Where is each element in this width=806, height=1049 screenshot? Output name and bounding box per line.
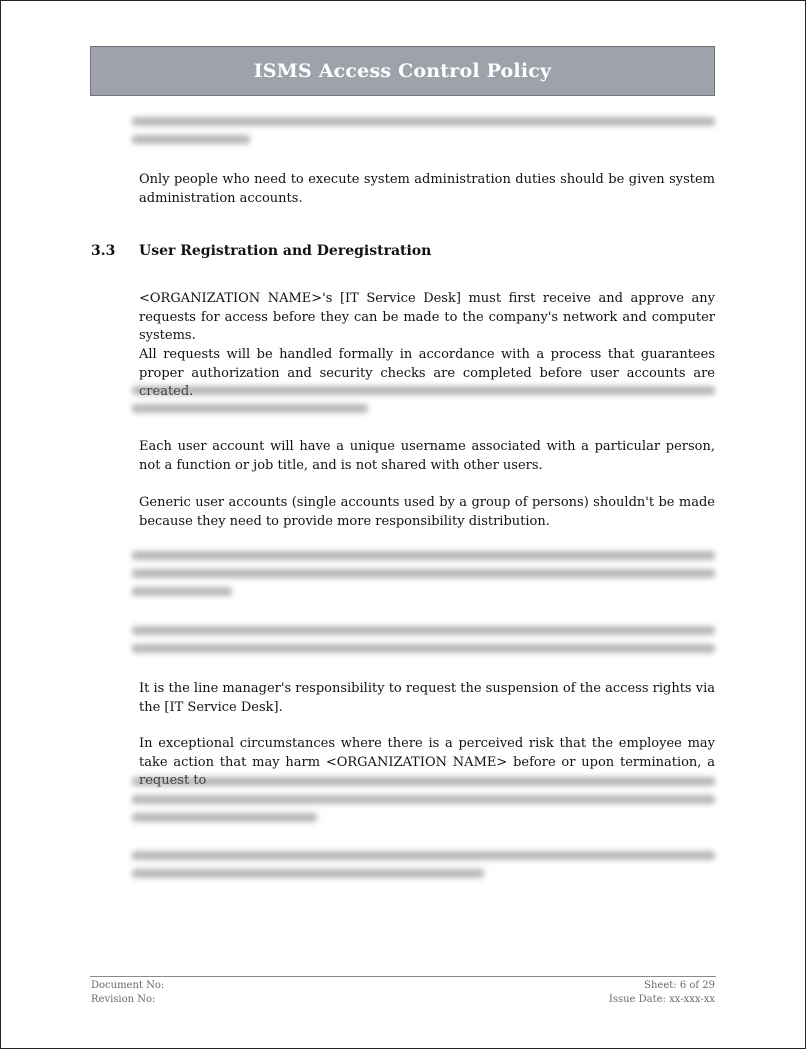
footer-issue-date: Issue Date: xx-xxx-xx [608, 994, 715, 1005]
blurred-text-block [132, 626, 715, 662]
paragraph-unique-username: Each user account will have a unique username associated with a particular person, not a function or job title, and is not shared with other users. [139, 439, 715, 473]
blurred-text-block [132, 117, 715, 153]
blurred-text-block [132, 851, 715, 887]
blurred-text-block [132, 551, 715, 605]
paragraph-exceptional-circumstances: In exceptional circumstances where there is a perceived risk that the employee may take action that may harm <ORGANIZATION NAME> before or upon termination, a [139, 736, 715, 770]
paragraph-generic-accounts: Generic user accounts (single accounts used by a group of persons) shouldn't be made because they need to provide more responsibility distribution. [139, 495, 715, 529]
paragraph-sysadmin: Only people who need to execute system administration duties should be given system administration accounts. [139, 172, 715, 206]
footer-divider [90, 976, 716, 977]
paragraph-formal-handling: All requests will be handled formally in accordance with a process that guarantees proper authorization and security checks are completed before user accounts are [139, 347, 715, 381]
document-title: ISMS Access Control Policy [253, 60, 552, 82]
paragraph-request-approval: <ORGANIZATION NAME>'s [IT Service Desk] must first receive and approve any requests for access before they can be made to the company's network and computer systems. [139, 291, 715, 343]
footer-sheet-number: Sheet: 6 of 29 [644, 980, 715, 991]
section-title: User Registration and Deregistration [139, 243, 432, 259]
section-number: 3.3 [91, 243, 116, 259]
paragraph-line-manager: It is the line manager's responsibility to request the suspension of the access rights via the [IT Service Desk]. [139, 681, 715, 715]
header-banner [90, 46, 715, 96]
blurred-text-block [132, 386, 715, 422]
footer-document-no: Document No: [91, 980, 165, 991]
blurred-text-block [132, 777, 715, 831]
footer-revision-no: Revision No: [91, 994, 156, 1005]
